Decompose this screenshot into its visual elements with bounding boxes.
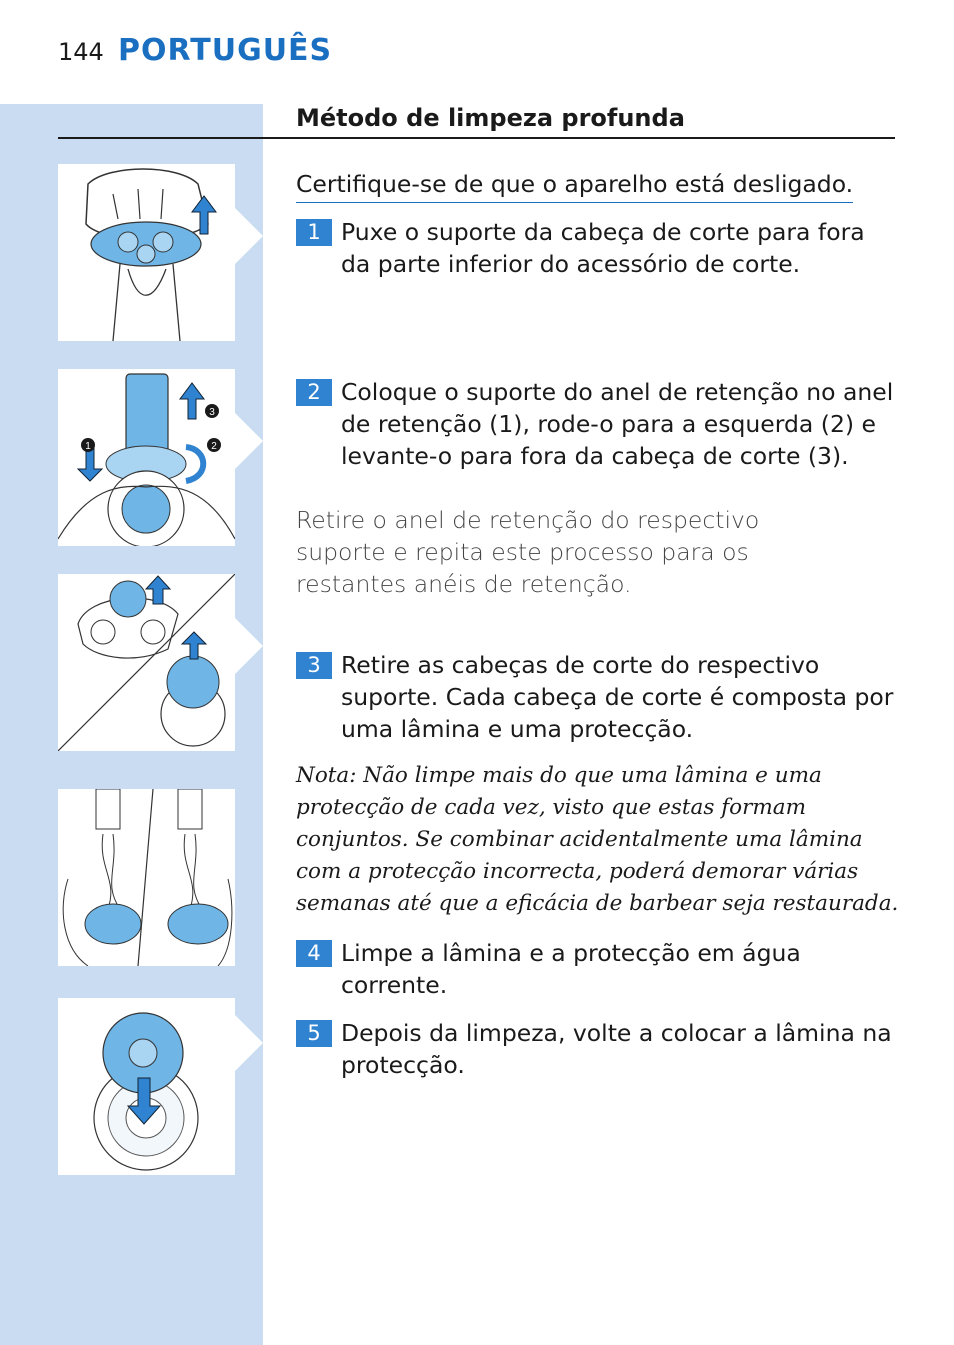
language-heading: PORTUGUÊS [118,33,333,68]
step-badge: 2 [296,379,332,406]
figure-pointer [235,208,263,264]
step-text: Retire as cabeças de corte do respectivo suporte. Cada cabeça de corte é composta por uma lâmina e uma protecção. [341,651,894,743]
step-2-followup: Retire o anel de retenção do respectivo suporte e repita este processo para os restantes anéis de retenção. [296,506,760,598]
figure-rinse-water [58,789,235,966]
step-badge: 1 [296,219,332,246]
step-badge: 5 [296,1020,332,1047]
step-text: Puxe o suporte da cabeça de corte para fora da parte inferior do acessório de corte. [341,218,865,278]
step-badge: 4 [296,940,332,967]
note-text: Nota: Não limpe mais do que uma lâmina e uma protecção de cada vez, visto que estas formam conjuntos. Se combinar acidentalmente uma lâmina com a protecção incorrecta, poderá demorar várias semanas até que a eficácia de barbear seja restaurada. [296,763,899,916]
step-5 [296,1017,896,1081]
step-4 [296,937,896,1001]
step-2 [296,376,896,472]
figure-remove-cutting-heads [58,574,235,751]
section-title: Método de limpeza profunda [296,104,685,132]
figure-pointer [235,618,263,674]
callout-3: 3 [209,407,215,418]
page-number: 144 [58,38,104,66]
figure-retaining-ring [58,369,235,546]
figure-pointer [235,1015,263,1071]
step-badge: 3 [296,652,332,679]
figure-reassemble-cutter [58,998,235,1175]
step-3 [296,649,896,745]
step-text: Limpe a lâmina e a protecção em água corrente. [341,939,801,999]
figure-pointer [235,413,263,469]
callout-1: 1 [85,441,91,452]
intro-text [296,168,896,203]
section-divider [58,137,895,139]
figure-remove-holder [58,164,235,341]
step-text: Coloque o suporte do anel de retenção no anel de retenção (1), rode-o para a esquerda (2) e levante-o para fora da cabeça de corte (3). [341,378,894,470]
step-1 [296,216,896,280]
step-text: Depois da limpeza, volte a colocar a lâmina na protecção. [341,1019,892,1079]
intro-link: Certifique-se de que o aparelho está desligado. [296,168,853,203]
callout-2: 2 [211,441,217,452]
